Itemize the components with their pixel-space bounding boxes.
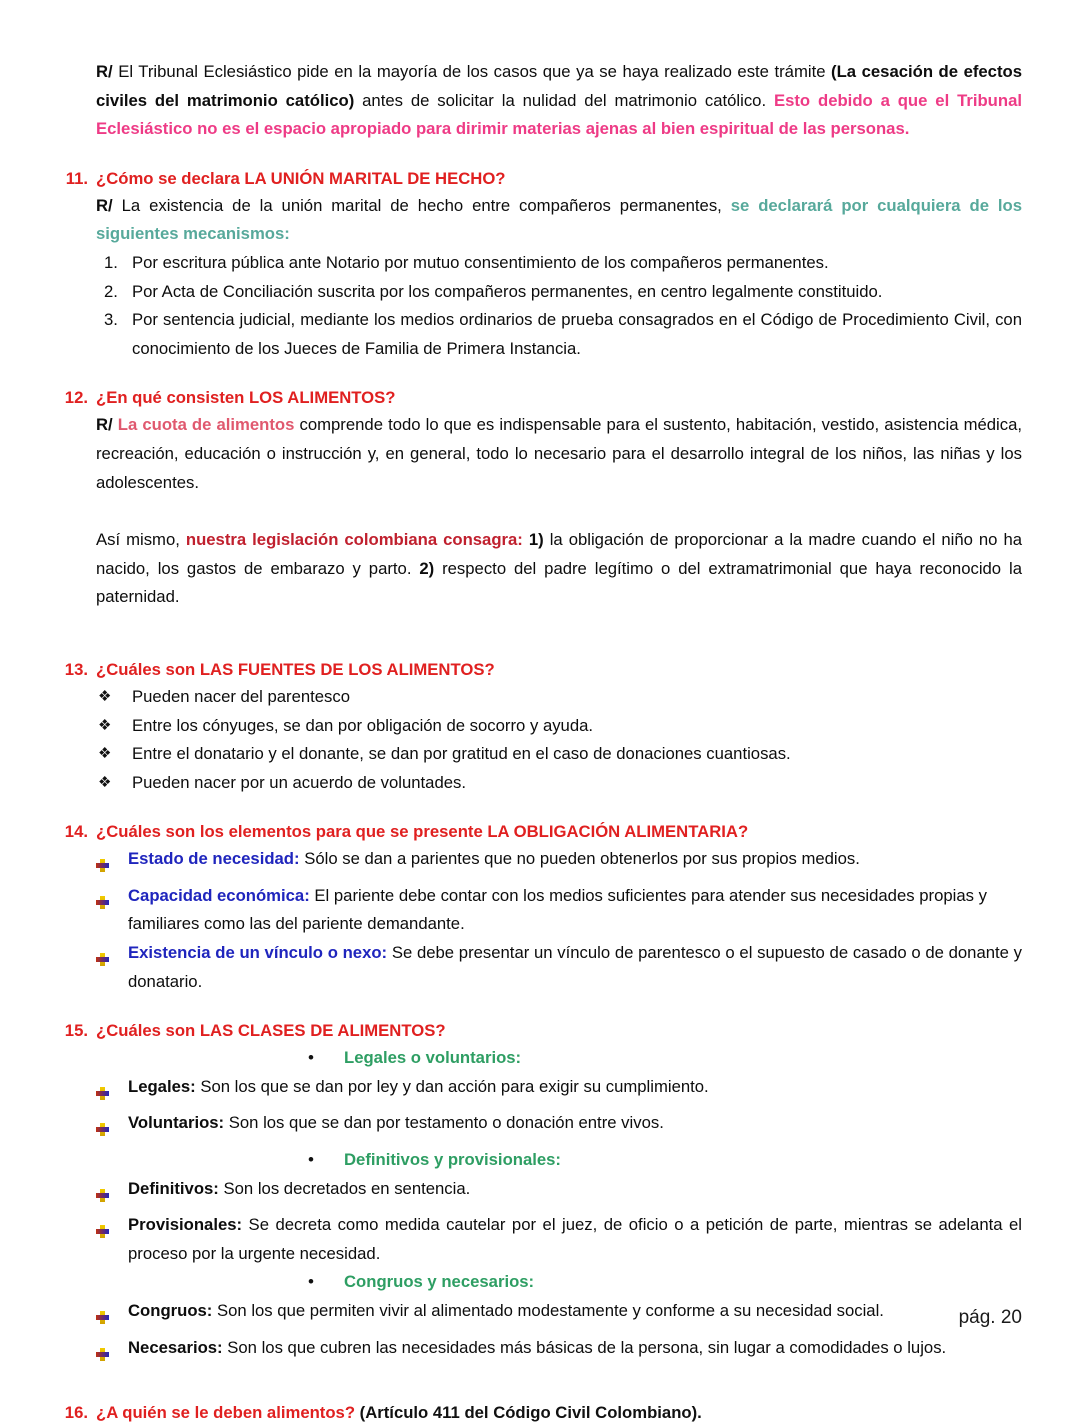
list-item-label: Voluntarios: [128,1113,225,1133]
question-title-13: ¿Cuáles son LAS FUENTES DE LOS ALIMENTOS? [96,659,495,679]
list-item-label: Legales: [128,1076,196,1096]
question-number-15: 15. [64,1021,88,1041]
list-marker: 3. [104,310,118,330]
list-item [96,1073,1022,1110]
list-text: Entre los cónyuges, se dan por obligación de socorro y ayuda. [132,715,594,735]
arrow-list-15-group-1 [96,1073,1022,1146]
list-item-text: El pariente debe contar con los medios suficientes para atender sus necesidades propias y familiares como las del pariente demandante. [128,885,987,934]
list-item [96,278,1022,307]
para2-text-2-12: respecto del padre legítimo o del extramatrimonial que haya reconocido la paternidad. [96,558,1022,607]
arrow-cross-icon [96,939,128,996]
list-item-text: Son los decretados en sentencia. [218,1178,471,1198]
list-item [96,769,1022,798]
ordered-list-11 [96,249,1022,363]
list-text: Por sentencia judicial, mediante los medios ordinarios de prueba consagrados en el Código de Procedimiento Civil, con conocimiento de los Jueces de Familia de Primera Instancia. [132,310,1022,358]
list-text: Pueden nacer del parentesco [132,686,351,706]
list-item [96,939,1022,996]
list-item-label: Definitivos: [128,1178,219,1198]
list-item-label: Necesarios: [128,1337,223,1357]
list-item [96,740,1022,769]
list-item-label: Capacidad económica: [128,885,310,905]
arrow-cross-icon [96,1109,128,1146]
arrow-cross-icon [96,1175,128,1212]
list-item-text: Son los que cubren las necesidades más básicas de la persona, sin lugar a comodidades o lujos. [222,1337,947,1357]
list-text [128,1109,1022,1146]
question-number-14: 14. [64,822,88,842]
para2-text-1-12: la obligación de proporcionar a la madre cuando el niño no ha nacido, los gastos de embarazo y parto. [96,530,1023,578]
answer-rose-12: La cuota de alimentos [112,415,295,435]
list-item-label: Provisionales: [128,1215,243,1235]
subheader-definitivos-provisionales [96,1146,1022,1175]
answer-prefix-12: R/ [96,415,113,435]
answer-teal-11: se declarará por cualquiera de los siguientes mecanismos: [96,195,1022,244]
question-heading-16 [64,1400,1022,1426]
list-text [128,1175,1022,1212]
list-item-text: Se decreta como medida cautelar por el juez, de oficio o a petición de parte, mientras se adelanta el proceso por la urgente necesidad. [128,1215,1022,1263]
arrow-list-15-group-2 [96,1175,1022,1269]
para2-crimson-12: nuestra legislación colombiana consagra: [185,530,523,550]
list-item [96,845,1022,882]
list-item [96,1175,1022,1212]
intro-answer-paragraph [96,58,1022,144]
list-item [96,683,1022,712]
list-item-text: Sólo se dan a parientes que no pueden obtenerlos por sus propios medios. [299,849,860,869]
list-text [128,939,1022,996]
list-text [128,1297,1022,1334]
list-item-text: Son los que se dan por testamento o donación entre vivos. [224,1113,664,1133]
arrow-cross-icon [96,882,128,939]
document-body [64,58,1023,1426]
question-title-14: ¿Cuáles son los elementos para que se presente LA OBLIGACIÓN ALIMENTARIA? [96,822,749,842]
list-item [96,1211,1022,1268]
list-text: Pueden nacer por un acuerdo de voluntades. [132,772,466,792]
answer-text-12: comprende todo lo que es indispensable para el sustento, habitación, vestido, asistencia médica, recreación, educación o instrucción y, en general, todo lo necesario para el desarrollo integral de los niños, las niñas y los adolescentes. [96,415,1023,492]
question-title-16-main: ¿A quién se le deben alimentos? [96,1403,356,1423]
question-heading-11 [64,166,1022,192]
diamond-list-13 [96,683,1022,797]
question-heading-12 [64,385,1022,411]
question-heading-13 [64,657,1022,683]
diamond-bullet-icon: ❖ [98,687,112,705]
subheader-label: Congruos y necesarios: [344,1272,535,1292]
question-heading-15 [64,1018,1022,1044]
list-item [96,882,1022,939]
list-item [96,712,1022,741]
question-title-16-suffix: (Artículo 411 del Código Civil Colombiano). [355,1403,702,1423]
list-item [96,1109,1022,1146]
question-number-12: 12. [64,388,88,408]
arrow-list-14 [96,845,1022,996]
question-title-11: ¿Cómo se declara LA UNIÓN MARITAL DE HECHO? [96,168,506,188]
list-text [128,1073,1022,1110]
para2-bold-2-12: 2) [411,558,435,578]
arrow-list-15-group-3 [96,1297,1022,1370]
list-item [96,1334,1022,1371]
diamond-bullet-icon: ❖ [98,716,112,734]
answer-prefix-11: R/ [96,195,113,215]
diamond-bullet-icon: ❖ [98,745,112,763]
answer-paragraph-12 [96,411,1022,497]
list-item-label: Congruos: [128,1301,213,1320]
question-heading-14 [64,819,1022,845]
subheader-label: Legales o voluntarios: [344,1048,522,1068]
question-number-13: 13. [64,659,88,679]
round-bullet-icon: • [308,1272,314,1292]
subheader-legales-voluntarios [96,1044,1022,1073]
intro-answer-pink-text: Esto debido a que el Tribunal Eclesiástico no es el espacio apropiado para dirimir materias ajenas al bien espiritual de las personas. [96,90,1022,139]
intro-answer-segment-2: antes de solicitar la nulidad del matrimonio católico. [354,90,774,110]
list-item [96,1297,1022,1334]
answer-paragraph-12-second [96,526,1022,612]
question-number-11: 11. [65,168,88,188]
list-item-text: Son los que permiten vivir al alimentado modestamente y conforme a su necesidad social. [212,1301,884,1320]
list-text: Por Acta de Conciliación suscrita por los compañeros permanentes, en centro legalmente constituido. [132,281,883,301]
arrow-cross-icon [96,1334,128,1371]
answer-paragraph-11 [96,192,1022,249]
page-number-footer: pág. 20 [958,1307,1022,1328]
round-bullet-icon: • [308,1048,314,1068]
question-title-16 [96,1400,1022,1426]
round-bullet-icon: • [308,1150,314,1170]
arrow-cross-icon [96,1297,128,1334]
list-text [128,882,1022,939]
arrow-cross-icon [96,845,128,882]
intro-answer-bold-1: (La cesación de efectos civiles del matrimonio católico) [96,62,1022,110]
list-marker: 1. [104,252,118,272]
list-marker: 2. [104,281,118,301]
diamond-bullet-icon: ❖ [98,773,112,791]
list-item-text: Se debe presentar un vínculo de parentesco o el supuesto de casado o de donante y donatario. [128,943,1022,991]
list-item-label: Estado de necesidad: [128,849,300,869]
answer-text-11: La existencia de la unión marital de hecho entre compañeros permanentes, [112,195,731,215]
para2-bold-1-12: 1) [522,530,544,550]
list-text: Entre el donatario y el donante, se dan por gratitud en el caso de donaciones cuantiosas. [132,744,791,764]
list-text [128,845,1022,882]
para2-lead-12: Así mismo, [96,530,186,550]
subheader-label: Definitivos y provisionales: [344,1150,561,1170]
question-title-15: ¿Cuáles son LAS CLASES DE ALIMENTOS? [96,1021,446,1041]
question-title-12: ¿En qué consisten LOS ALIMENTOS? [96,388,396,408]
list-item-text: Son los que se dan por ley y dan acción para exigir su cumplimiento. [195,1076,709,1096]
subheader-congruos-necesarios [96,1268,1022,1297]
arrow-cross-icon [96,1211,128,1268]
list-item [96,249,1022,278]
intro-answer-segment-1: El Tribunal Eclesiástico pide en la mayoría de los casos que ya se haya realizado este trámite [112,62,832,81]
list-text [128,1334,1022,1371]
answer-prefix: R/ [96,62,113,81]
list-text [128,1211,1022,1268]
arrow-cross-icon [96,1073,128,1110]
list-text: Por escritura pública ante Notario por mutuo consentimiento de los compañeros permanentes. [132,252,829,272]
list-item-label: Existencia de un vínculo o nexo: [128,943,388,963]
list-item [96,306,1022,363]
question-number-16: 16. [64,1403,88,1423]
